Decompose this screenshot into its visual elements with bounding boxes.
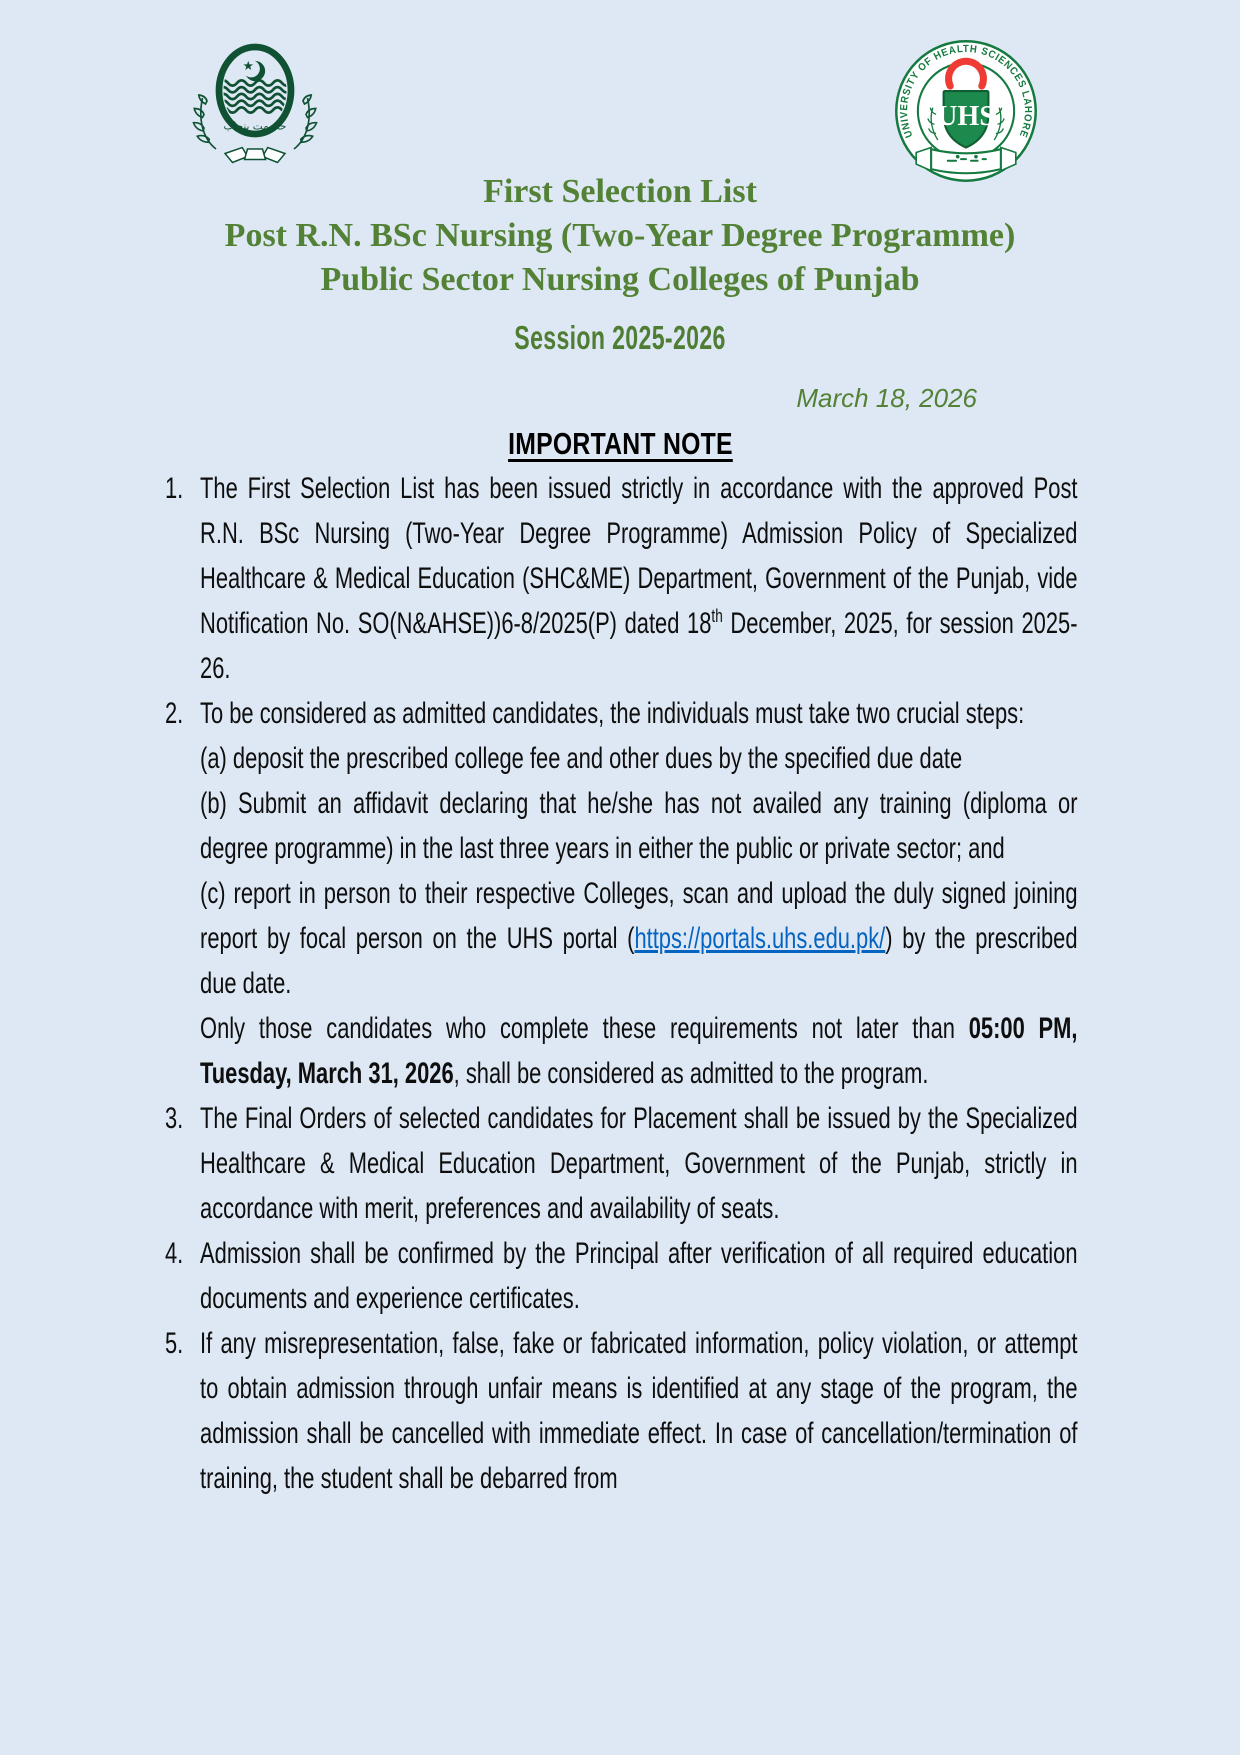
uhs-shield-letters: UHS: [936, 101, 996, 133]
uhs-logo: [880, 28, 1052, 194]
list-item-2-marker: 2.: [165, 697, 184, 730]
crest-urdu-caption: حکومت پنجاب: [223, 120, 287, 133]
session-line-wrap: [0, 316, 1240, 367]
list-item-1-marker: 1.: [165, 472, 184, 505]
list-item-3: [165, 1096, 1078, 1231]
page-title-line-3: Public Sector Nursing Colleges of Punjab: [320, 261, 920, 298]
list-item-4: [165, 1231, 1078, 1321]
note-3-paragraph: The Final Orders of selected candidates for Placement shall be issued by the Specialized Healthcare & Medical Education Department, Government of the Punjab, strictly in accordance with merit, preferences and availability of seats.: [200, 1102, 1078, 1225]
page-title-line-2: Post R.N. BSc Nursing (Two-Year Degree Programme): [224, 217, 1016, 254]
list-item-4-content: [200, 1231, 1077, 1321]
list-item-3-marker: 3.: [165, 1102, 184, 1135]
note-2-step-c: [200, 871, 1077, 1006]
issue-date: March 18, 2026: [796, 383, 977, 413]
note-2-closing: [200, 1006, 1077, 1096]
note-2-closing-text-post: , shall be considered as admitted to the program.: [453, 1057, 929, 1090]
crescent-star-icon: [243, 61, 265, 81]
punjab-government-crest-logo: [180, 34, 330, 168]
note-4-paragraph: Admission shall be confirmed by the Principal after verification of all required education documents and experience certificates.: [200, 1237, 1078, 1315]
uhs-portal-link[interactable]: https://portals.uhs.edu.pk/: [634, 922, 886, 955]
page-title-line-1: First Selection List: [483, 173, 757, 210]
river-waves-icon: [219, 80, 291, 112]
deadline-emphasis: 05:00 PM, Tuesday, March 31, 2026: [200, 1012, 1078, 1090]
list-item-2-content: [200, 691, 1077, 1096]
list-item-4-marker: 4.: [165, 1237, 184, 1270]
note-1-text-post: December, 2025, for session 2025-26.: [200, 607, 1078, 685]
note-2-intro: To be considered as admitted candidates, the individuals must take two crucial steps:: [200, 697, 1025, 730]
note-2-closing-text: Only those candidates who complete these requirements not later than: [200, 1012, 969, 1045]
important-notes-list: [165, 466, 1078, 1501]
list-item-3-content: [200, 1096, 1077, 1231]
note-2-step-b: (b) Submit an affidavit declaring that he/she has not availed any training (diploma or degree programme) in the last three years in either the public or private sector; and: [200, 787, 1078, 865]
important-note-heading: IMPORTANT NOTE: [507, 426, 733, 461]
note-1-paragraph: [200, 466, 1077, 691]
list-item-2: [165, 691, 1078, 1096]
note-1-text: The First Selection List has been issued strictly in accordance with the approved Post R.N. BSc Nursing (Two-Year Degree Programme) Admission Policy of Specialized Healthcare & Medical Education (SHC&ME) Department, Government of the Punjab, vide Notification No. SO(N&AHSE))6-8/2025(P) dated 18: [200, 472, 1078, 640]
list-item-5-marker: 5.: [165, 1327, 184, 1360]
list-item-1: [165, 466, 1078, 691]
ordinal-superscript: th: [711, 605, 723, 626]
note-2-step-c-text-post: ) by the prescribed due date.: [200, 922, 1078, 1000]
session-line: Session 2025-2026: [514, 319, 726, 356]
note-2-step-a: (a) deposit the prescribed college fee and other dues by the specified due date: [200, 742, 963, 775]
note-2-step-c-text: (c) report in person to their respective Colleges, scan and upload the duly signed joining report by focal person on the UHS portal (: [200, 877, 1078, 955]
list-item-5-content: [200, 1321, 1077, 1501]
note-5-paragraph: If any misrepresentation, false, fake or fabricated information, policy violation, or attempt to obtain admission through unfair means is identified at any stage of the program, the admission shall be cancelled with immediate effect. In case of cancellation/termination of training, the student shall be debarred from: [200, 1327, 1078, 1495]
list-item-5: [165, 1321, 1078, 1501]
note-heading-wrap: [0, 423, 1240, 471]
uhs-ring-text: UNIVERSITY OF HEALTH SCIENCES LAHORE: [898, 43, 1033, 140]
list-item-1-content: [200, 466, 1077, 691]
